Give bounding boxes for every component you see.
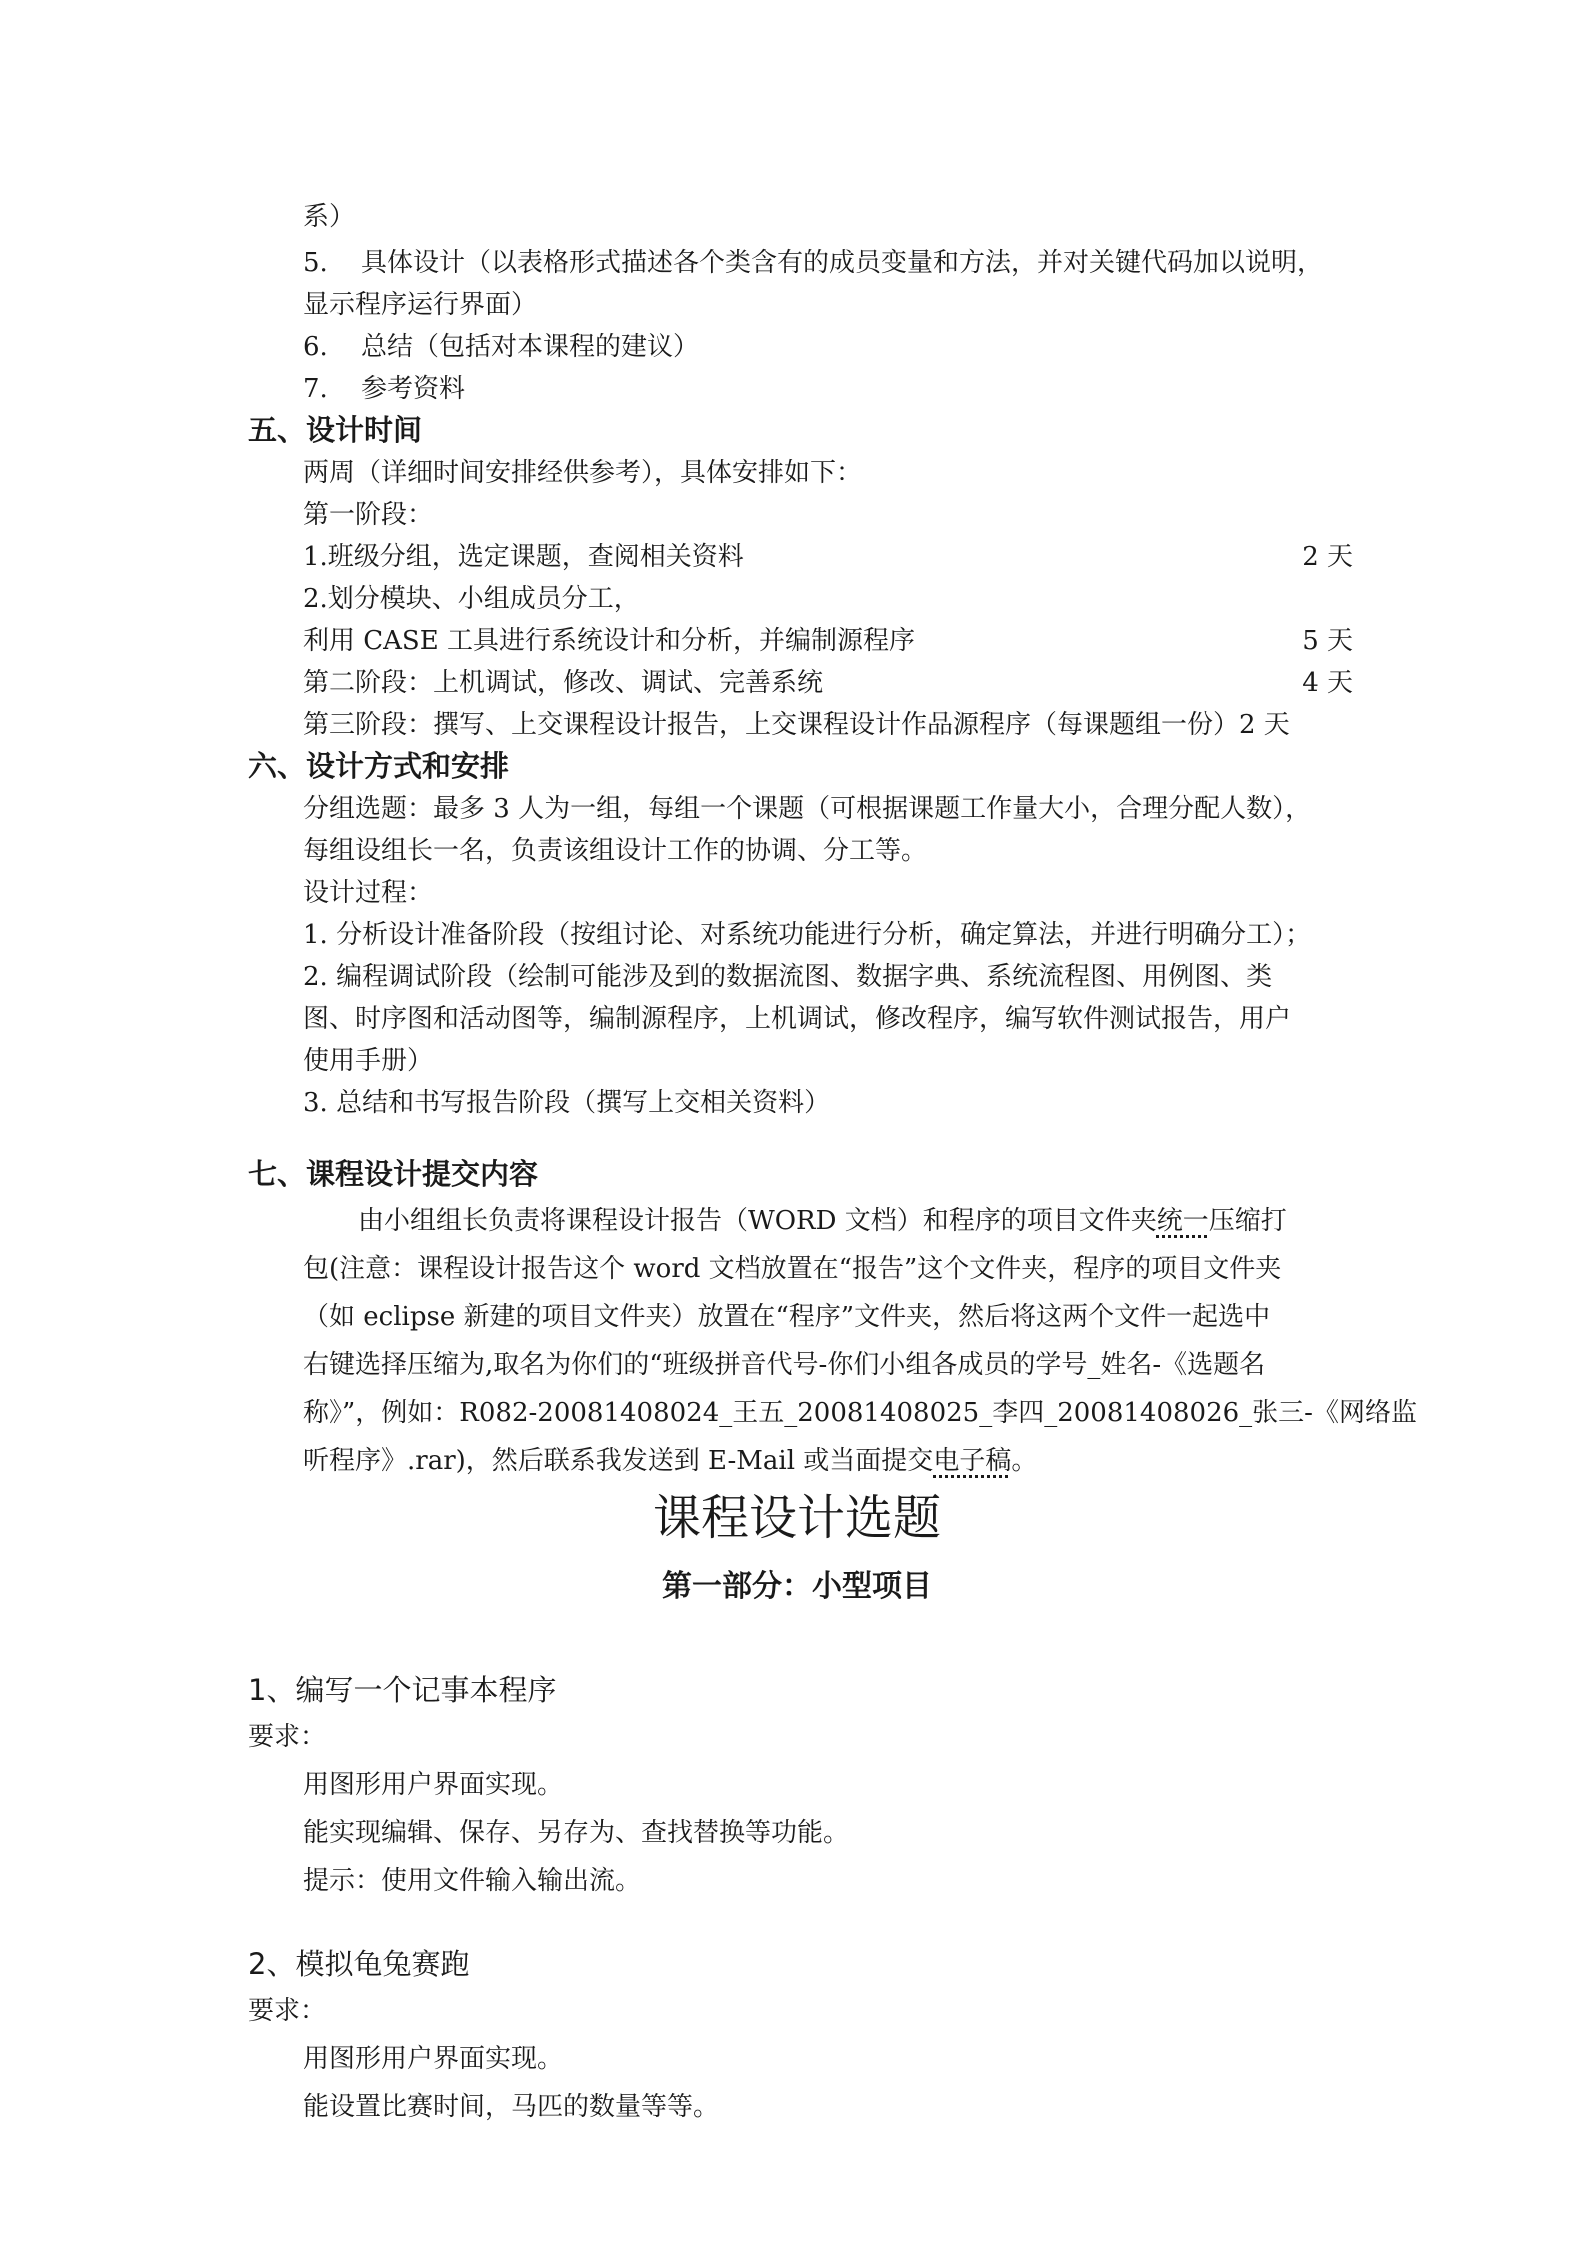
list-item-number: 7. (303, 374, 328, 404)
requirement-item: 用图形用户界面实现。 (303, 1770, 564, 1800)
process-step-1: 1. 分析设计准备阶段（按组讨论、对系统功能进行分析，确定算法，并进行明确分工）； (303, 920, 1312, 950)
text-run: 听程序》.rar)，然后联系我发送到 E-Mail 或当面提交 (303, 1446, 934, 1476)
list-continuation: 系） (303, 202, 356, 232)
emphasis-mark: 统一 (1156, 1206, 1209, 1236)
schedule-task: 2.划分模块、小组成员分工， (303, 584, 640, 614)
process-step-2-continuation: 使用手册） (303, 1046, 434, 1076)
topic-1-title: 1、编写一个记事本程序 (248, 1673, 557, 1707)
schedule-task: 利用 CASE 工具进行系统设计和分析，并编制源程序 (303, 626, 915, 656)
list-item-5 (303, 246, 1323, 280)
requirement-item: 能实现编辑、保存、另存为、查找替换等功能。 (303, 1818, 850, 1848)
emphasis-mark: 电子稿 (933, 1446, 1012, 1476)
stage-1-label: 第一阶段： (303, 500, 434, 530)
schedule-row (303, 540, 1353, 574)
section-heading-submission: 七、课程设计提交内容 (248, 1157, 539, 1191)
paragraph-line: 分组选题：最多 3 人为一组，每组一个课题（可根据课题工作量大小，合理分配人数）， (303, 794, 1312, 824)
schedule-intro: 两周（详细时间安排经供参考），具体安排如下： (303, 458, 863, 488)
section-heading-design-time: 五、设计时间 (248, 413, 423, 447)
paragraph-line (303, 1444, 1037, 1478)
schedule-stage-3: 第三阶段：撰写、上交课程设计报告，上交课程设计作品源程序（每课题组一份）2 天 (303, 710, 1290, 740)
schedule-task: 第二阶段：上机调试，修改、调试、完善系统 (303, 668, 824, 698)
process-step-2: 2. 编程调试阶段（绘制可能涉及到的数据流图、数据字典、系统流程图、用例图、类 (303, 962, 1273, 992)
topics-part-title: 第一部分：小型项目 (662, 1569, 932, 1604)
process-label: 设计过程： (303, 878, 434, 908)
paragraph-line: （如 eclipse 新建的项目文件夹）放置在“程序”文件夹，然后将这两个文件一起选中 (303, 1302, 1271, 1332)
topic-2-title: 2、模拟龟兔赛跑 (248, 1947, 470, 1981)
topics-title: 课程设计选题 (652, 1490, 941, 1546)
requirements-label: 要求： (248, 1996, 327, 2026)
list-item-7 (303, 372, 465, 406)
schedule-task: 1.班级分组，选定课题，查阅相关资料 (303, 542, 744, 572)
text-run: 由小组组长负责将课程设计报告（WORD 文档）和程序的项目文件夹 (358, 1206, 1157, 1236)
requirement-item: 能设置比赛时间，马匹的数量等等。 (303, 2092, 720, 2122)
list-item-text: 总结（包括对本课程的建议） (361, 332, 700, 362)
paragraph-line: 包(注意：课程设计报告这个 word 文档放置在“报告”这个文件夹，程序的项目文件夹 (303, 1254, 1282, 1284)
list-item-text: 参考资料 (361, 374, 466, 404)
requirement-item: 用图形用户界面实现。 (303, 2044, 564, 2074)
schedule-row (303, 624, 1353, 658)
hint-item: 提示：使用文件输入输出流。 (303, 1866, 642, 1896)
schedule-days: 5 天 (1302, 626, 1353, 656)
list-item-6 (303, 330, 699, 364)
process-step-2-continuation: 图、时序图和活动图等，编制源程序，上机调试，修改程序，编写软件测试报告，用户 (303, 1004, 1292, 1034)
text-run: 。 (1011, 1446, 1038, 1476)
list-item-text: 具体设计（以表格形式描述各个类含有的成员变量和方法，并对关键代码加以说明， (361, 248, 1324, 278)
list-item-number: 5. (303, 248, 328, 278)
list-item-5-continuation: 显示程序运行界面） (303, 290, 538, 320)
process-step-3: 3. 总结和书写报告阶段（撰写上交相关资料） (303, 1088, 831, 1118)
paragraph-line: 每组设组长一名，负责该组设计工作的协调、分工等。 (303, 836, 928, 866)
paragraph-line (358, 1204, 1287, 1238)
schedule-row (303, 666, 1353, 700)
schedule-days: 4 天 (1302, 668, 1353, 698)
paragraph-line: 称》”，例如：R082-20081408024_王五_20081408025_李四_20081408026_张三-《网络监 (303, 1398, 1417, 1428)
requirements-label: 要求： (248, 1722, 327, 1752)
list-item-number: 6. (303, 332, 328, 362)
section-heading-design-method: 六、设计方式和安排 (248, 749, 510, 783)
schedule-days: 2 天 (1302, 542, 1353, 572)
paragraph-line: 右键选择压缩为,取名为你们的“班级拼音代号-你们小组各成员的学号_姓名-《选题名 (303, 1350, 1266, 1380)
text-run: 压缩打 (1208, 1206, 1287, 1236)
